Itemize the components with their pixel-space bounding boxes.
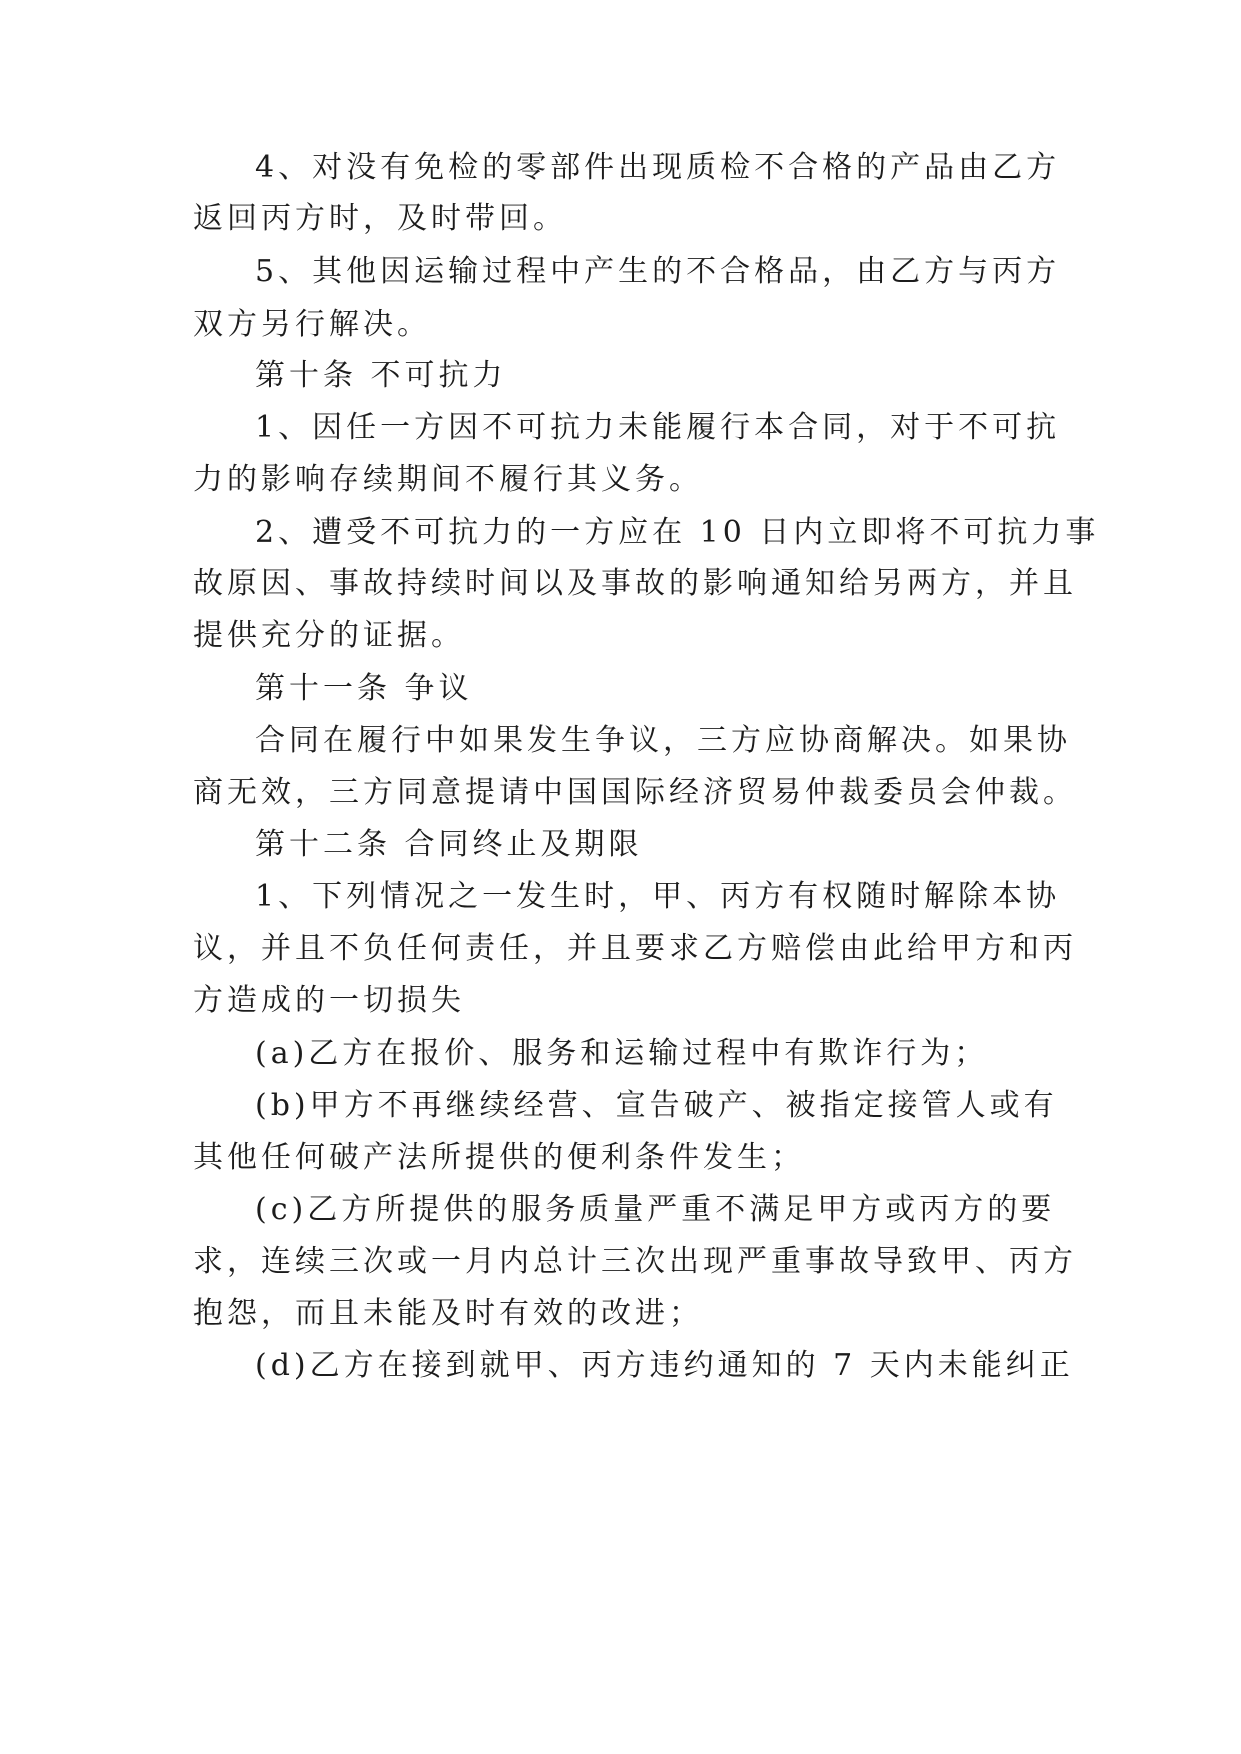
article-12-heading: 第十二条 合同终止及期限 [255,827,643,862]
para-12-1-line-2: 议，并且不负任何责任，并且要求乙方赔偿由此给甲方和丙 [193,931,1077,966]
article-10-heading: 第十条 不可抗力 [255,358,507,393]
para-5-line-2: 双方另行解决。 [193,307,431,342]
para-10-1-line-2: 力的影响存续期间不履行其义务。 [193,462,703,497]
article-11-heading: 第十一条 争议 [255,671,473,706]
para-12-1-b-line-2: 其他任何破产法所提供的便利条件发生； [193,1140,805,1175]
para-11-line-2: 商无效，三方同意提请中国国际经济贸易仲裁委员会仲裁。 [193,775,1077,810]
para-10-2-line-2: 故原因、事故持续时间以及事故的影响通知给另两方，并且 [193,566,1077,601]
para-4-line-2: 返回丙方时，及时带回。 [193,201,567,236]
para-12-1-line-1: 1、下列情况之一发生时，甲、丙方有权随时解除本协 [255,879,1061,914]
para-12-1-c-line-2: 求，连续三次或一月内总计三次出现严重事故导致甲、丙方 [193,1244,1077,1279]
para-5-line-1: 5、其他因运输过程中产生的不合格品，由乙方与丙方 [255,254,1061,289]
para-10-2-line-3: 提供充分的证据。 [193,618,465,653]
para-4-line-1: 4、对没有免检的零部件出现质检不合格的产品由乙方 [255,150,1061,185]
para-12-1-d-line-1: (d)乙方在接到就甲、丙方违约通知的 7 天内未能纠正 [255,1348,1074,1383]
para-12-1-line-3: 方造成的一切损失 [193,983,465,1018]
para-12-1-c-line-1: (c)乙方所提供的服务质量严重不满足甲方或丙方的要 [255,1192,1056,1227]
para-10-2-line-1: 2、遭受不可抗力的一方应在 10 日内立即将不可抗力事 [255,515,1100,550]
para-12-1-c-line-3: 抱怨，而且未能及时有效的改进； [193,1296,703,1331]
para-10-1-line-1: 1、因任一方因不可抗力未能履行本合同，对于不可抗 [255,410,1061,445]
para-11-line-1: 合同在履行中如果发生争议，三方应协商解决。如果协 [255,723,1071,758]
para-12-1-a-line-1: (a)乙方在报价、服务和运输过程中有欺诈行为； [255,1036,989,1071]
para-12-1-b-line-1: (b)甲方不再继续经营、宣告破产、被指定接管人或有 [255,1088,1058,1123]
